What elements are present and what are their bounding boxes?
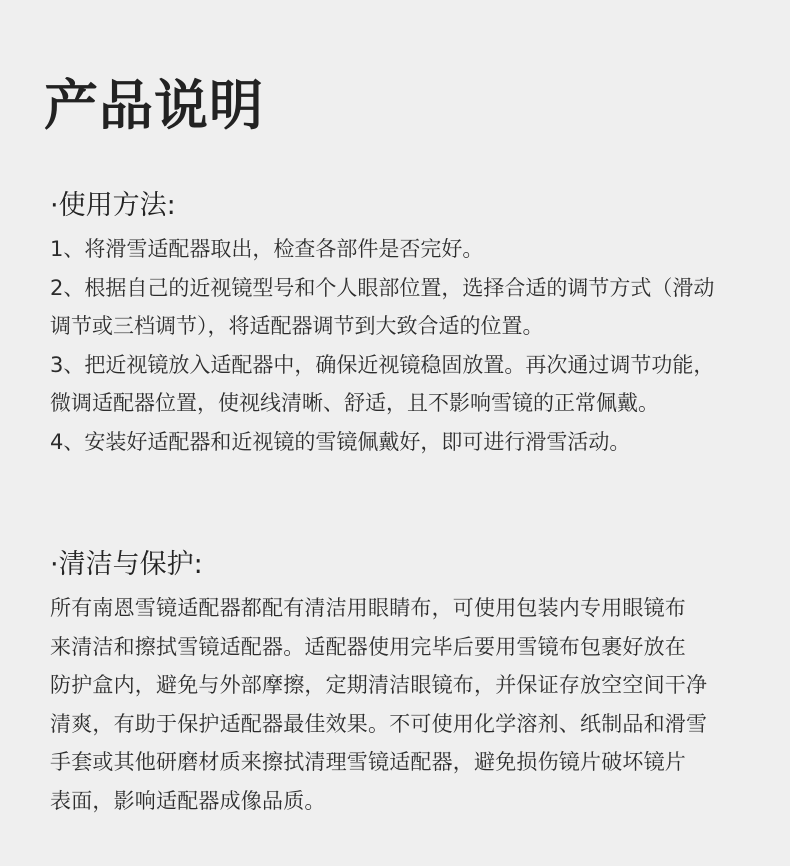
care-line: 清爽，有助于保护适配器最佳效果。不可使用化学溶剂、纸制品和滑雪 bbox=[50, 711, 708, 736]
care-line: 所有南恩雪镜适配器都配有清洁用眼睛布，可使用包装内专用眼镜布 bbox=[50, 596, 686, 620]
usage-line: 调节或三档调节），将适配器调节到大致合适的位置。 bbox=[50, 314, 544, 338]
usage-heading: ·使用方法: bbox=[50, 190, 176, 221]
care-line: 手套或其他研磨材质来擦拭清理雪镜适配器，避免损伤镜片破坏镜片 bbox=[50, 750, 686, 774]
care-section bbox=[50, 547, 750, 820]
usage-line: 4、安装好适配器和近视镜的雪镜佩戴好，即可进行滑雪活动。 bbox=[50, 429, 631, 454]
usage-line: 1、将滑雪适配器取出，检查各部件是否完好。 bbox=[50, 237, 484, 261]
care-heading: ·清洁与保护: bbox=[50, 549, 203, 580]
care-line: 表面，影响适配器成像品质。 bbox=[50, 788, 326, 813]
care-paragraph bbox=[50, 589, 750, 820]
care-line: 来清洁和擦拭雪镜适配器。适配器使用完毕后要用雪镜布包裹好放在 bbox=[50, 634, 686, 659]
page-title: 产品说明 bbox=[44, 74, 264, 137]
usage-line: 3、把近视镜放入适配器中，确保近视镜稳固放置。再次通过调节功能， bbox=[50, 352, 715, 377]
usage-line: 2、根据自己的近视镜型号和个人眼部位置，选择合适的调节方式（滑动 bbox=[50, 275, 715, 300]
usage-line: 微调适配器位置，使视线清晰、舒适，且不影响雪镜的正常佩戴。 bbox=[50, 391, 659, 415]
usage-steps bbox=[50, 230, 750, 461]
usage-section bbox=[50, 188, 750, 461]
care-line: 防护盒内，避免与外部摩擦，定期清洁眼镜布，并保证存放空空间干净 bbox=[50, 673, 708, 697]
